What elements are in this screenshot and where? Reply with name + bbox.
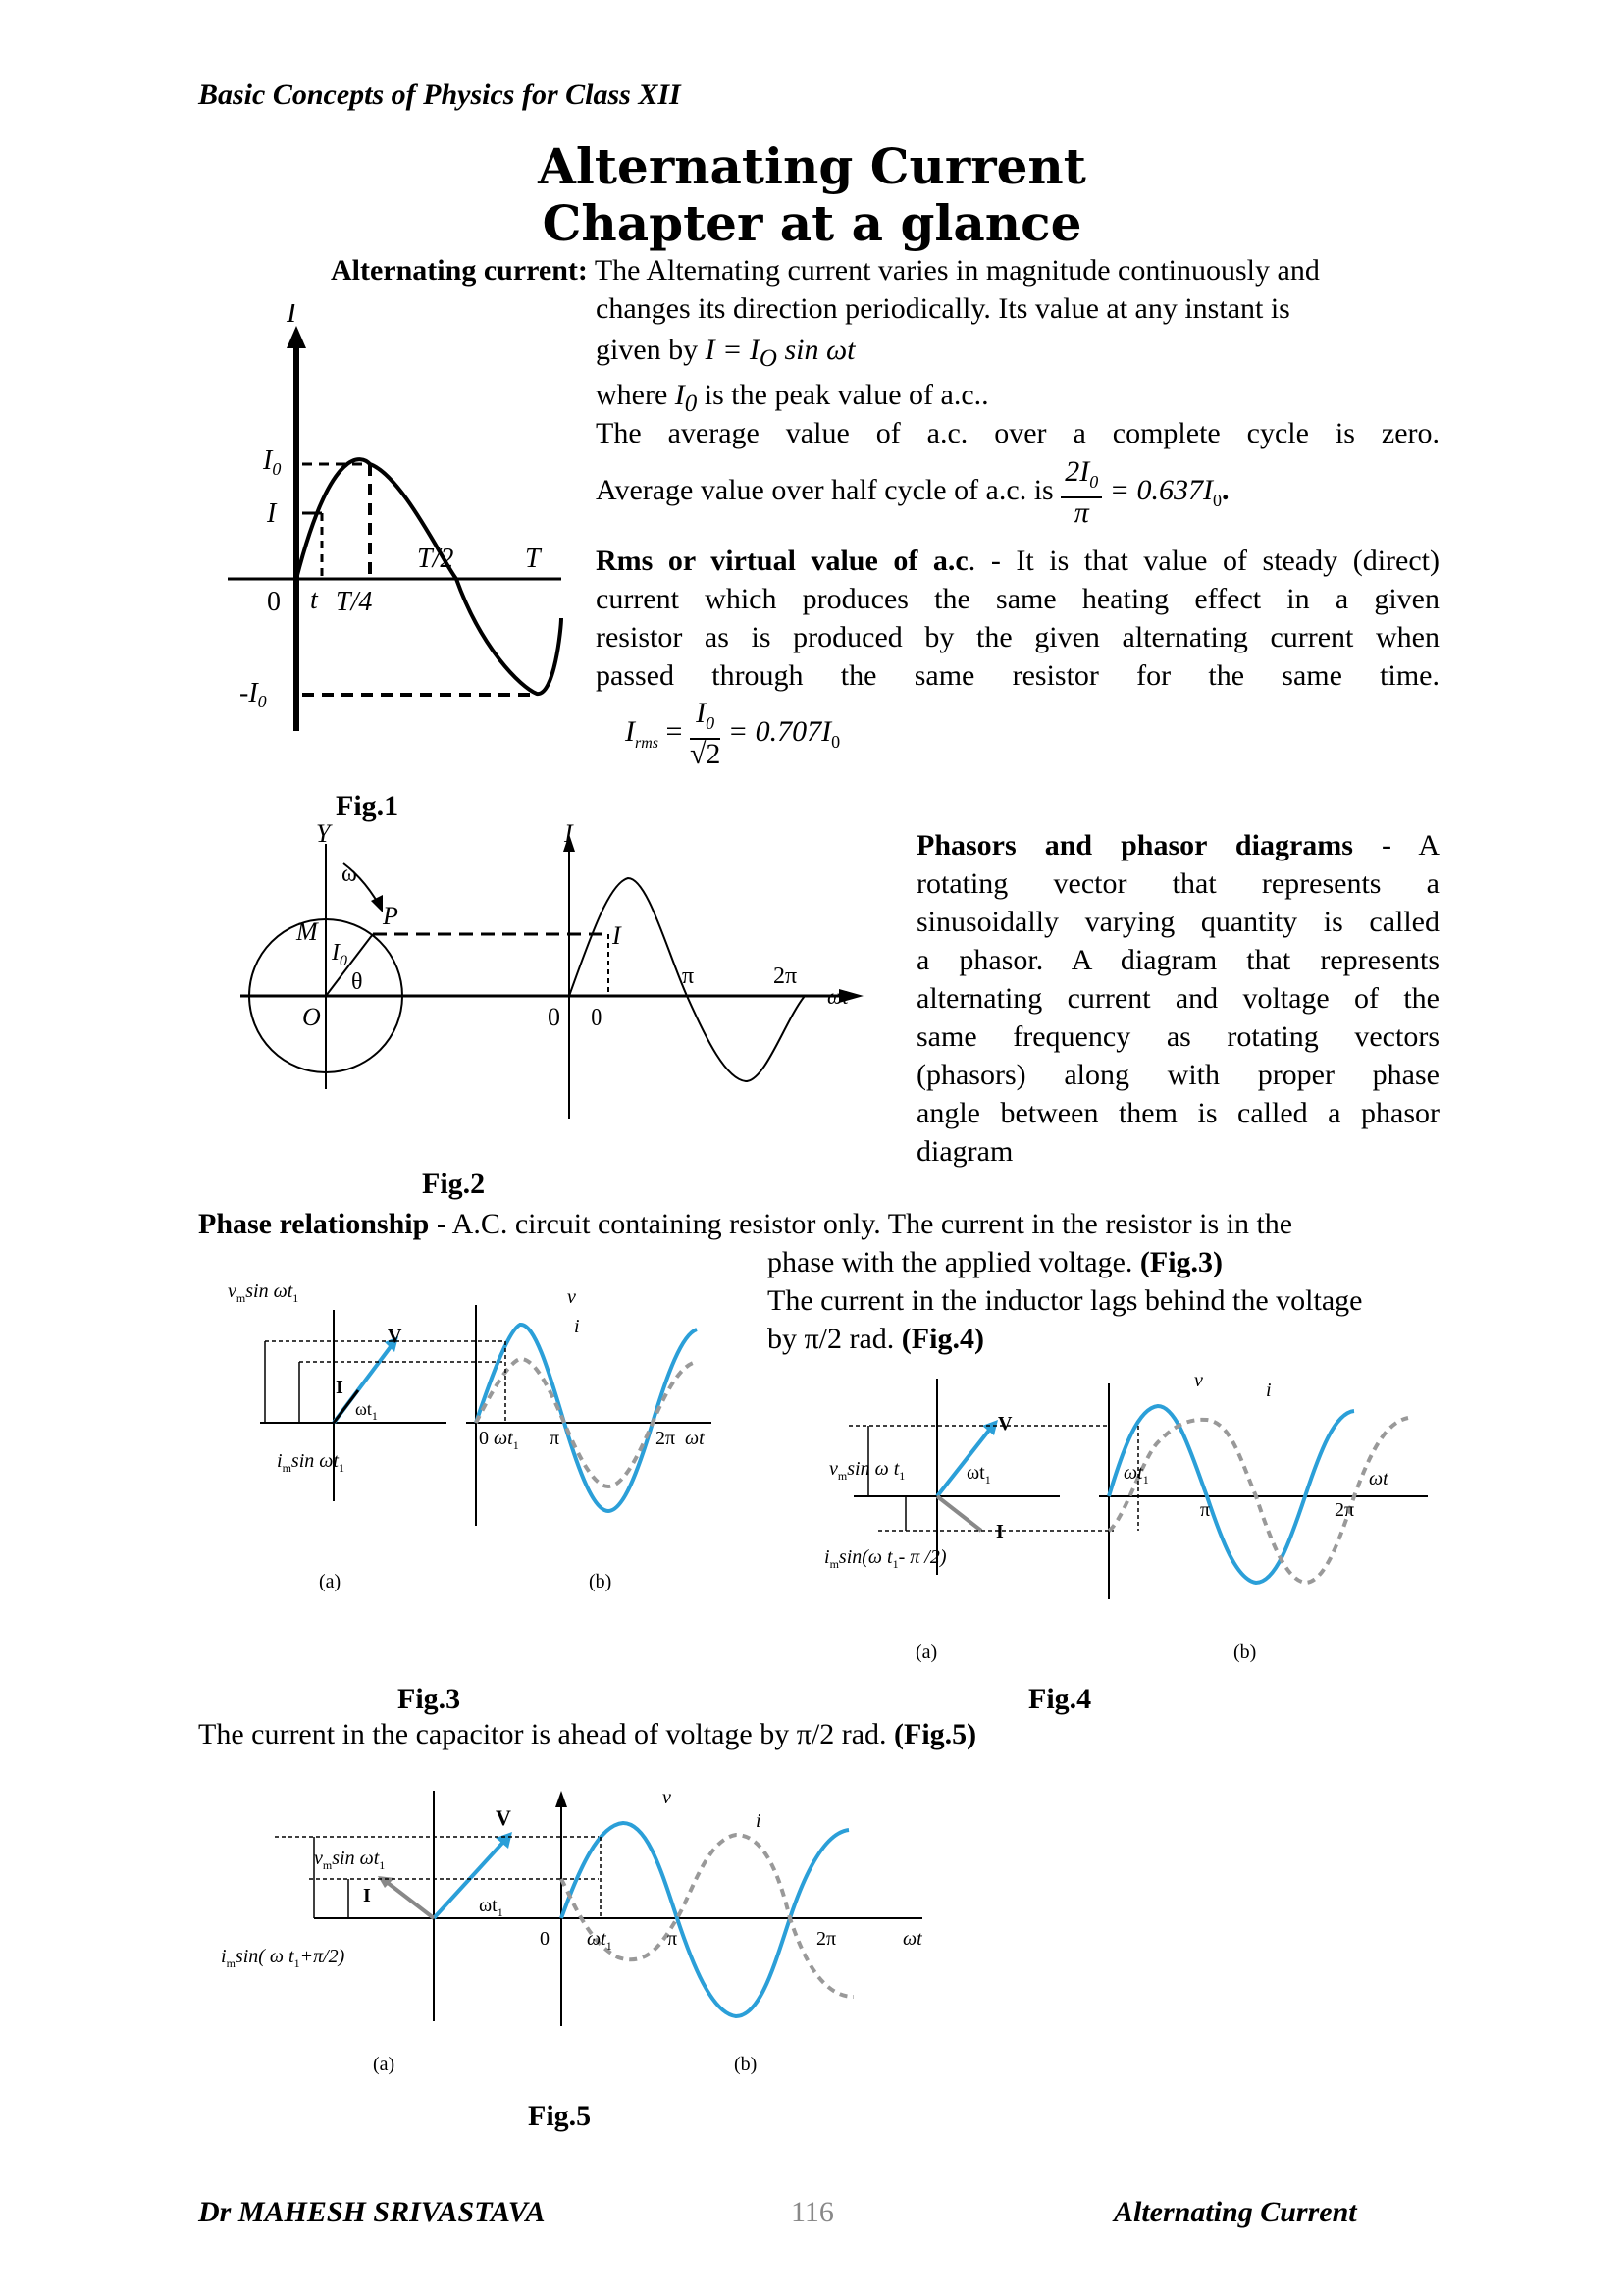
fig3-label-zero-wt1: 0 $\omega t_1$	[479, 1428, 519, 1452]
rms-rhs: = 0.707I	[727, 714, 832, 748]
avg-pre: Average value over half cycle of a.c. is	[596, 473, 1054, 506]
fig1-label-Ival: I	[267, 498, 277, 529]
ac-label: Alternating current:	[331, 254, 588, 287]
fig5-label-wt1b: $\omega t_1$	[587, 1928, 612, 1953]
fig3-label-V: V	[388, 1326, 402, 1347]
fig4-label-wt1: $\omega t_1$	[967, 1462, 991, 1486]
avg-num: 2I	[1065, 455, 1090, 488]
rms-line1	[596, 542, 1440, 580]
fig3-label-I: I	[336, 1377, 343, 1398]
phasors-l6: same frequency as rotating vectors	[917, 1020, 1440, 1053]
phase-line3: The current in the inductor lags behind the voltage	[767, 1284, 1363, 1317]
fig5-label-i: i	[756, 1810, 761, 1832]
avg-value-line	[596, 457, 1229, 528]
phase-line2	[767, 1243, 1223, 1281]
fig1-label-zero: 0	[267, 587, 281, 617]
rms-formula: $I_{rms}$ = $\frac{I_0}{√2}$ = $0.707I_0$	[625, 697, 841, 770]
avg-end: .	[1221, 473, 1230, 506]
phasors-paragraph	[917, 826, 1440, 1171]
fig5-label-vm: $v_m\sin$ $\omega t_1$	[314, 1848, 386, 1872]
fig4-caption: Fig.4	[1028, 1683, 1092, 1715]
rms-lhs-sub: rms	[635, 734, 659, 752]
fig5-label-I: I	[363, 1885, 371, 1906]
phasors-l4: a phasor. A diagram that represents	[917, 944, 1440, 976]
fig4b-i-curve	[1109, 1418, 1408, 1583]
capacitor-fig5-ref: (Fig.5)	[894, 1718, 977, 1750]
fig2-label-M: M	[296, 917, 318, 946]
figure-1-sine	[216, 304, 569, 736]
phasors-l5: alternating current and voltage of the	[917, 982, 1440, 1015]
avg-eq: = 0.637I	[1109, 473, 1213, 506]
phase-text4: by π/2 rad.	[767, 1323, 902, 1355]
fig3-label-i: i	[574, 1316, 580, 1337]
capacitor-line	[198, 1715, 976, 1753]
phasors-l2: rotating vector that represents a	[917, 867, 1440, 900]
fig3-label-vm: $v_m\sin$ $\omega t_1$	[228, 1280, 299, 1305]
fig3-label-pi: π	[550, 1428, 560, 1449]
ac-line3	[596, 331, 855, 378]
rms-lhs: I	[625, 714, 635, 748]
figure-4-inductor	[819, 1369, 1447, 1678]
fig5-label-im: $i_m\sin$( ω $t_1+\pi/2$)	[221, 1946, 345, 1970]
phase-line1	[198, 1205, 1292, 1243]
avg-fraction	[1061, 457, 1102, 528]
rms-line2: current which produces the same heating effect in a given	[596, 583, 1440, 615]
ac-given-by: given by	[596, 334, 699, 366]
fig2-label-Ipt: I	[612, 921, 621, 950]
fig4a-i-phasor	[937, 1496, 981, 1531]
ac-formula-sub: O	[759, 345, 777, 372]
fig4-label-wt1b: $\omega t_1$	[1124, 1462, 1149, 1486]
phasors-l7: (phasors) along with proper phase	[917, 1059, 1440, 1091]
ac-formula-main: I = I	[705, 334, 760, 366]
fig1-label-T: T	[525, 544, 541, 574]
fig4-label-I: I	[996, 1521, 1004, 1542]
fig5-label-wt: ωt	[903, 1928, 922, 1950]
phase-text1: - A.C. circuit containing resistor only. The current in the resistor is in the	[429, 1208, 1293, 1240]
fig2-label-P: P	[383, 902, 398, 930]
footer-author: Dr MAHESH SRIVASTAVA	[198, 2196, 546, 2228]
fig4-label-i: i	[1266, 1380, 1272, 1401]
fig2-label-2pi: 2π	[773, 964, 798, 989]
fig3-label-a: (a)	[319, 1571, 341, 1592]
fig4-label-vm: $v_m\sin$ ω $t_1$	[829, 1458, 906, 1483]
rms-line3: resistor as is produced by the given alternating current when	[596, 621, 1440, 653]
rms-rhs-sub: 0	[831, 731, 841, 752]
rms-num: I	[696, 697, 707, 729]
fig3b-v-curve	[476, 1325, 697, 1511]
fig4-label-pi: π	[1200, 1499, 1211, 1521]
fig1-caption: Fig.1	[336, 790, 399, 822]
fig2-caption: Fig.2	[422, 1168, 486, 1200]
rms-label: Rms or virtual value of a.c	[596, 545, 969, 577]
phasors-label: Phasors and phasor diagrams	[917, 829, 1353, 861]
fig2-label-omega: ω	[341, 861, 357, 887]
figure-5-capacitor	[216, 1786, 952, 2080]
fig3-label-2pi: 2π	[655, 1428, 676, 1449]
fig5-label-pi: π	[667, 1928, 678, 1950]
fig4-label-V: V	[998, 1413, 1013, 1434]
footer-chapter: Alternating Current	[1114, 2196, 1357, 2228]
ac-peak-sub: 0	[684, 391, 698, 417]
fig2-label-theta2: θ	[591, 1006, 602, 1031]
ac-line5: The average value of a.c. over a complete cycle is zero.	[596, 417, 1440, 449]
fig2-label-O: O	[302, 1003, 321, 1031]
fig2-label-zero: 0	[548, 1003, 560, 1031]
fig5-label-zero: 0	[540, 1928, 550, 1950]
fig4b-v-curve	[1109, 1406, 1354, 1583]
fig4-label-a: (a)	[916, 1642, 938, 1663]
fig5-label-a: (a)	[373, 2054, 395, 2075]
fig2-label-pi: π	[682, 964, 695, 989]
fig2-rotation-arrow	[371, 895, 383, 912]
avg-num-sub: 0	[1089, 472, 1099, 492]
rms-text1: . - It is that value of steady (direct)	[968, 545, 1441, 577]
fig3-caption: Fig.3	[397, 1683, 461, 1715]
ac-peak-symbol: I	[674, 379, 685, 411]
rms-num-sub: 0	[706, 713, 715, 733]
fig2-label-I0: $I_0$	[332, 940, 347, 969]
fig1-label-I0: $I_0$	[263, 445, 282, 479]
phase-fig4-ref: (Fig.4)	[901, 1323, 984, 1355]
ac-peak-desc: is the peak value of a.c..	[697, 379, 989, 411]
fig2-label-Y: Y	[316, 824, 331, 848]
fig3-label-v: v	[567, 1286, 576, 1308]
fig1-label-I: I	[287, 304, 296, 329]
ac-formula	[705, 334, 856, 372]
fig3-label-wt: ωt	[685, 1428, 705, 1449]
fig3-label-b: (b)	[589, 1571, 612, 1592]
running-header: Basic Concepts of Physics for Class XII	[198, 78, 681, 111]
fig1-label-T2: T/2	[417, 544, 454, 574]
avg-den: π	[1074, 496, 1089, 529]
figure-2-phasor	[236, 824, 873, 1138]
fig5-caption: Fig.5	[528, 2100, 592, 2132]
fig2-label-Iaxis: I	[564, 824, 573, 848]
fig5-label-wt1: $\omega t_1$	[479, 1895, 503, 1919]
ac-where: where	[596, 379, 675, 411]
rms-den: √2	[689, 738, 721, 770]
fig2-label-wt: ωt	[827, 984, 849, 1009]
fig5b-y-arrow	[555, 1791, 567, 1807]
fig5-label-v: v	[662, 1787, 671, 1808]
fig1-i-arrow	[287, 326, 306, 348]
fig2-label-theta: θ	[351, 969, 363, 995]
rms-fraction	[690, 699, 720, 769]
rms-line4: passed through the same resistor for the same time.	[596, 659, 1440, 692]
phase-label: Phase relationship	[198, 1208, 430, 1240]
fig3-label-wt1: $\omega t_1$	[355, 1399, 378, 1423]
fig4-label-b: (b)	[1233, 1642, 1257, 1663]
footer-page-number: 116	[791, 2196, 834, 2228]
capacitor-text: The current in the capacitor is ahead of voltage by π/2 rad.	[198, 1718, 895, 1750]
chapter-subtitle: Chapter at a glance	[542, 194, 1082, 252]
ac-line2: changes its direction periodically. Its value at any instant is	[596, 292, 1290, 325]
figure-3-resistor	[226, 1276, 726, 1599]
fig1-label-T4: T/4	[336, 587, 373, 617]
ac-line1: The Alternating current varies in magnitude continuously and	[594, 254, 1320, 287]
phase-fig3-ref: (Fig.3)	[1139, 1246, 1224, 1278]
fig5a-i-phasor	[383, 1879, 434, 1918]
chapter-title: Alternating Current	[538, 137, 1086, 195]
phasors-l8: angle between them is called a phasor	[917, 1097, 1440, 1129]
fig4-label-im: $i_m\sin(\omega$ $t_1-$ π /2)	[824, 1546, 947, 1571]
ac-para-line1	[331, 251, 1320, 289]
fig4-label-v: v	[1194, 1370, 1203, 1391]
avg-eq-sub: 0	[1212, 490, 1222, 510]
fig3-label-im: $i_m\sin$ $\omega t_1$	[277, 1450, 344, 1475]
fig5b-v-curve	[561, 1823, 849, 2016]
fig5-label-b: (b)	[734, 2054, 758, 2075]
fig4-label-2pi: 2π	[1335, 1499, 1355, 1521]
ac-formula-tail: sin ωt	[776, 334, 856, 366]
fig5-label-V: V	[496, 1805, 511, 1830]
phasors-l9: diagram	[917, 1135, 1014, 1168]
phasors-l1: - A	[1352, 829, 1440, 861]
fig4-label-wt: ωt	[1369, 1468, 1388, 1489]
fig1-curve	[296, 459, 561, 694]
fig5b-i-curve	[561, 1835, 854, 1997]
phase-text2: phase with the applied voltage.	[767, 1246, 1140, 1278]
phase-line4	[767, 1320, 984, 1358]
fig1-label-negI0: $-I_0$	[239, 678, 267, 711]
phasors-l3: sinusoidally varying quantity is called	[917, 906, 1440, 938]
fig5-label-2pi: 2π	[816, 1928, 837, 1950]
fig1-label-t: t	[310, 585, 318, 615]
